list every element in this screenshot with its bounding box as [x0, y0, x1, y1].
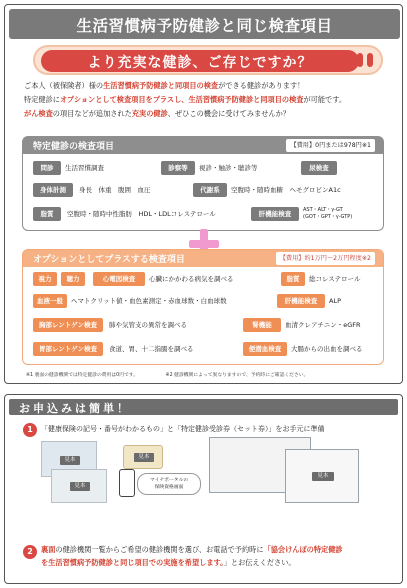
basic-tests-header	[23, 137, 383, 154]
value-chest-xray: 肺や気管支の異常を調べる	[109, 321, 187, 329]
step2-line1-a: 裏面	[41, 545, 56, 554]
value-lipid: 空腹時・随時中性脂肪 HDL・LDLコレステロール	[67, 210, 216, 218]
option-tests-box	[22, 249, 384, 365]
sample-stamp-1: 見本	[60, 456, 80, 465]
step2-line1-b: の健診機関一覧からご希望の健診機関を選び、お電話で予約時に	[55, 545, 264, 554]
apply-section	[4, 394, 403, 584]
step2-line1-c: 「協会けんぽの特定健診	[263, 545, 343, 554]
tag-ecg: 心電図検査	[93, 272, 145, 286]
option-tests-header	[23, 250, 383, 267]
intro-line2-c: が可能です。	[303, 95, 347, 104]
step2-line2-b: 」とお伝えください。	[223, 558, 296, 567]
smartphone-icon	[119, 469, 135, 497]
voucher-sheet-image	[285, 449, 359, 503]
tag-lipid: 脂質	[33, 207, 61, 221]
apply-title: お申込みは簡単！	[19, 402, 131, 415]
tag-stomach-xray: 胃部レントゲン検査	[33, 342, 103, 356]
value-metabolic: 空腹時・随時血糖 ヘモグロビンA1c	[231, 186, 341, 194]
tag-shinsatsu: 診察等	[161, 161, 195, 175]
insurance-card-image-2	[51, 469, 107, 503]
intro-line3-c: 充実の健診	[131, 109, 168, 118]
intro-line1-c: ができる健診があります！	[218, 81, 305, 90]
value-shinsatsu: 視診・触診・聴診等	[199, 164, 258, 172]
sample-stamp-3: 見本	[134, 453, 154, 462]
value-liver-opt: ALP	[329, 297, 341, 305]
headline-banner	[33, 45, 383, 75]
bubble-line2: 保険資格画面	[154, 485, 184, 490]
step2-line2-a: を生活習慣病予防健診と同じ項目での実施を希望します。	[41, 558, 224, 567]
page-title: 生活習慣病予防健診と同じ検査項目	[76, 17, 333, 35]
tag-kidney: 腎機能	[243, 318, 281, 332]
tag-liver-opt: 肝機能検査	[277, 294, 325, 308]
value-monshin: 生活習慣調査	[65, 164, 104, 172]
intro-line2-b: オプションとして検査項目をプラスし、生活習慣病予防健診と同項目の検査	[59, 95, 304, 104]
intro-line2-a: 特定健診に	[24, 95, 60, 104]
option-tests-title: オプションとしてプラスする検査項目	[33, 255, 185, 265]
bubble-line1: マイナポータルの	[149, 478, 189, 483]
footnote-2: ※2 健診機関によって異なりますので、予約時にご確認ください。	[165, 373, 309, 378]
value-stomach-xray: 食道、胃、十二指腸を調べる	[109, 345, 194, 353]
value-lipid-opt: 総コレステロール	[309, 275, 361, 283]
mynumber-card-image	[123, 445, 163, 469]
sample-stamp-4: 見本	[312, 472, 334, 481]
value-body-measure: 身長 体重 腹囲 血圧	[79, 186, 151, 194]
intro-line3-b: の項目などが追加された	[52, 109, 132, 118]
apply-header	[9, 399, 398, 415]
intro-line1-b: 生活習慣病予防健診と同項目の検査	[103, 81, 219, 90]
value-blood: ヘマトクリット値・血色素測定・赤血球数・白血球数	[71, 297, 227, 305]
tag-chest-xray: 胸部レントゲン検査	[33, 318, 103, 332]
step1-number: 1	[23, 423, 37, 437]
sample-stamp-2: 見本	[70, 482, 90, 491]
value-kidney: 血清クレアチニン・eGFR	[285, 321, 361, 329]
value-liver-alt: (GOT・GPT・γ-GTP)	[303, 214, 353, 220]
step2-text	[41, 543, 399, 569]
tag-liver: 肝機能検査	[251, 207, 299, 221]
title-bar	[9, 9, 400, 39]
tag-metabolic: 代謝系	[193, 183, 227, 197]
basic-fee: 【費用】0円または978円※1	[286, 139, 375, 152]
basic-tests-box	[22, 136, 384, 231]
tag-fecal-blood: 便潜血検査	[243, 342, 287, 356]
value-liver: AST・ALT・γ-GT	[303, 207, 343, 213]
intro-line3-a: がん検査	[24, 109, 53, 118]
tag-lipid-opt: 脂質	[281, 272, 305, 286]
tag-vision: 視力	[33, 272, 57, 286]
step2-number: 2	[23, 545, 37, 559]
option-fee: 【費用】約1万円～2万円程度※2	[276, 252, 375, 265]
tag-hearing: 聴力	[61, 272, 85, 286]
mynaportal-bubble	[137, 473, 201, 495]
headline-text: より充実な健診、ご存じですか？	[87, 55, 313, 71]
eyes-icon	[355, 53, 375, 69]
intro-line3-d: 、ぜひこの機会に受けてみませんか？	[167, 109, 290, 118]
tag-urine: 尿検査	[301, 161, 337, 175]
tag-monshin: 問診	[33, 161, 61, 175]
tag-body-measure: 身体計測	[33, 183, 73, 197]
value-fecal-blood: 大腸からの出血を調べる	[291, 345, 363, 353]
basic-tests-title: 特定健診の検査項目	[33, 142, 115, 152]
value-ecg: 心臓にかかわる病気を調べる	[149, 275, 234, 283]
step1-text: 「健康保険の記号・番号がわかるもの」と「特定健診受診券（セット券）」をお手元に準備	[41, 425, 325, 433]
tag-blood: 血液一般	[33, 294, 67, 308]
intro-text	[24, 79, 384, 121]
footnote-1: ※1 裏面の健診機関では特定健診の費用は0円です。	[26, 373, 139, 378]
intro-line1-a: ご本人（被保険者）様の	[24, 81, 104, 90]
footnotes	[26, 371, 386, 378]
headline-pill	[41, 50, 359, 72]
